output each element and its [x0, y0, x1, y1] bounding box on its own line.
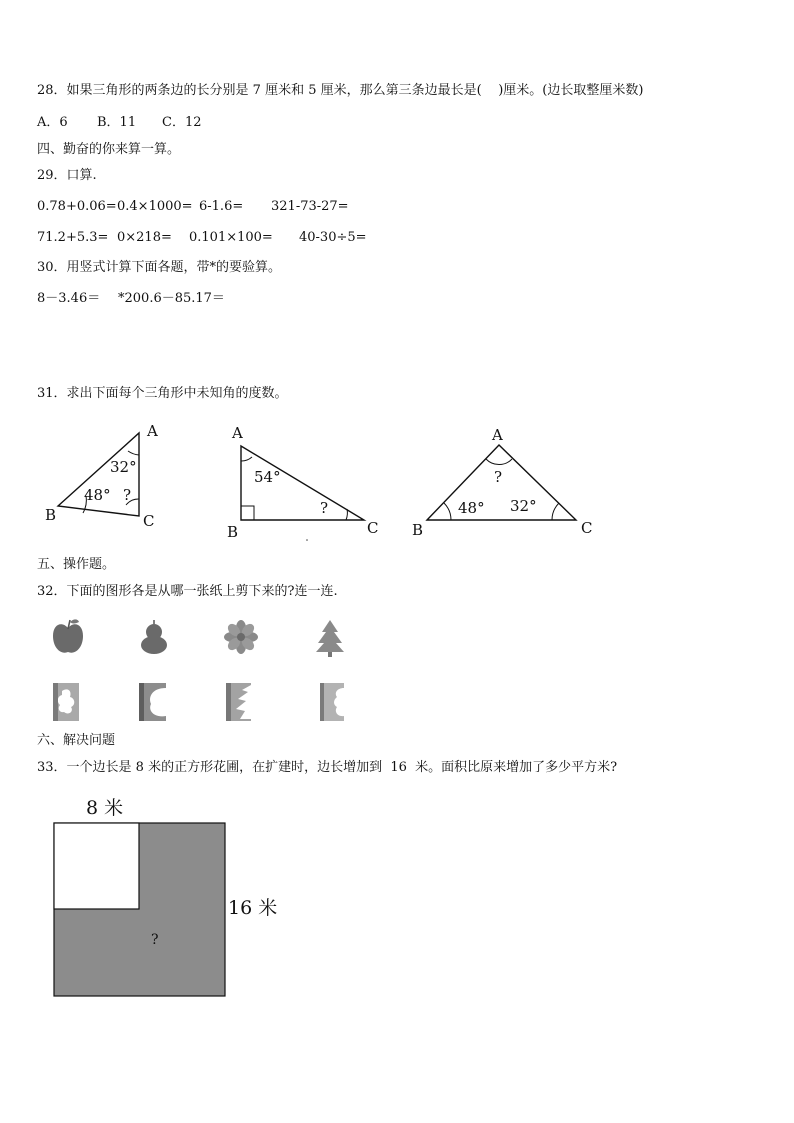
q29-row1-item4: 321-73-27=: [271, 199, 349, 214]
section-4-title: 四、勤奋的你来算一算。: [37, 142, 181, 157]
q29-row2-item2: 0×218=: [117, 230, 172, 245]
triangle-3-vertex-c: C: [581, 519, 593, 537]
triangle-1-vertex-a: A: [147, 422, 158, 440]
section-5-title: 五、操作题。: [37, 557, 116, 572]
q29-row1-item2: 0.4×1000=: [117, 199, 193, 214]
triangle-2-angle-c: ?: [320, 499, 329, 517]
q29-row2-item4: 40-30÷5=: [299, 230, 367, 245]
paper-cut-4-icon[interactable]: [320, 683, 344, 721]
triangle-2-vertex-a: A: [232, 424, 243, 442]
triangle-1-angle-c: ?: [123, 486, 132, 504]
triangle-3-vertex-b: B: [412, 521, 424, 539]
paper-cut-1-icon[interactable]: [53, 683, 79, 721]
triangle-1: [45, 422, 158, 530]
gourd-icon[interactable]: [141, 620, 167, 654]
q29-row2-item1: 71.2+5.3=: [37, 230, 109, 245]
q29-stem: 29．口算.: [37, 168, 97, 183]
q31-stem: 31．求出下面每个三角形中未知角的度数。: [37, 386, 288, 401]
flower-icon[interactable]: [224, 620, 258, 654]
q30-item1: 8－3.46＝: [37, 291, 101, 306]
triangle-3-angle-a: ?: [494, 468, 503, 486]
q28-stem: 28．如果三角形的两条边的长分别是 7 厘米和 5 厘米，那么第三条边最长是( )厘米。(边长取整厘米数): [37, 83, 644, 98]
q32-stem: 32．下面的图形各是从哪一张纸上剪下来的?连一连.: [37, 584, 338, 599]
triangle-3: [412, 426, 592, 539]
q29-row1-item3: 6-1.6=: [199, 199, 244, 214]
q33-stem: 33．一个边长是 8 米的正方形花圃，在扩建时，边长增加到 16 米。面积比原来增加了多少平方米?: [37, 760, 618, 775]
large-square-side-label: 16 米: [228, 897, 278, 919]
unknown-area-mark: ?: [151, 932, 159, 948]
triangle-2: [227, 424, 378, 541]
triangle-2-vertex-c: C: [367, 519, 379, 537]
triangle-3-angle-c: 32°: [510, 497, 537, 515]
q30-stem: 30．用竖式计算下面各题，带*的要验算。: [37, 260, 282, 275]
triangle-1-angle-a: 32°: [110, 458, 137, 476]
triangle-3-angle-b: 48°: [458, 499, 485, 517]
tree-icon[interactable]: [316, 620, 344, 657]
garden-diagram: [54, 797, 277, 996]
triangle-1-angle-b: 48°: [84, 486, 111, 504]
q30-item2: *200.6－85.17＝: [118, 291, 225, 306]
triangle-1-vertex-c: C: [143, 512, 155, 530]
small-square-side-label: 8 米: [86, 797, 124, 819]
triangle-2-angle-a: 54°: [254, 468, 281, 486]
paper-cut-2-icon[interactable]: [139, 683, 166, 721]
q28-option-c: C．12: [162, 115, 202, 130]
triangle-1-vertex-b: B: [45, 506, 57, 524]
q28-option-a: A．6: [37, 115, 68, 130]
triangle-2-vertex-b: B: [227, 523, 239, 541]
q29-row1-item1: 0.78+0.06=: [37, 199, 117, 214]
q29-row2-item3: 0.101×100=: [189, 230, 273, 245]
q28-option-b: B．11: [97, 115, 137, 130]
apple-icon[interactable]: [53, 619, 83, 652]
section-6-title: 六、解决问题: [37, 733, 116, 748]
paper-cut-3-icon[interactable]: [226, 683, 251, 721]
triangle-3-vertex-a: A: [492, 426, 503, 444]
